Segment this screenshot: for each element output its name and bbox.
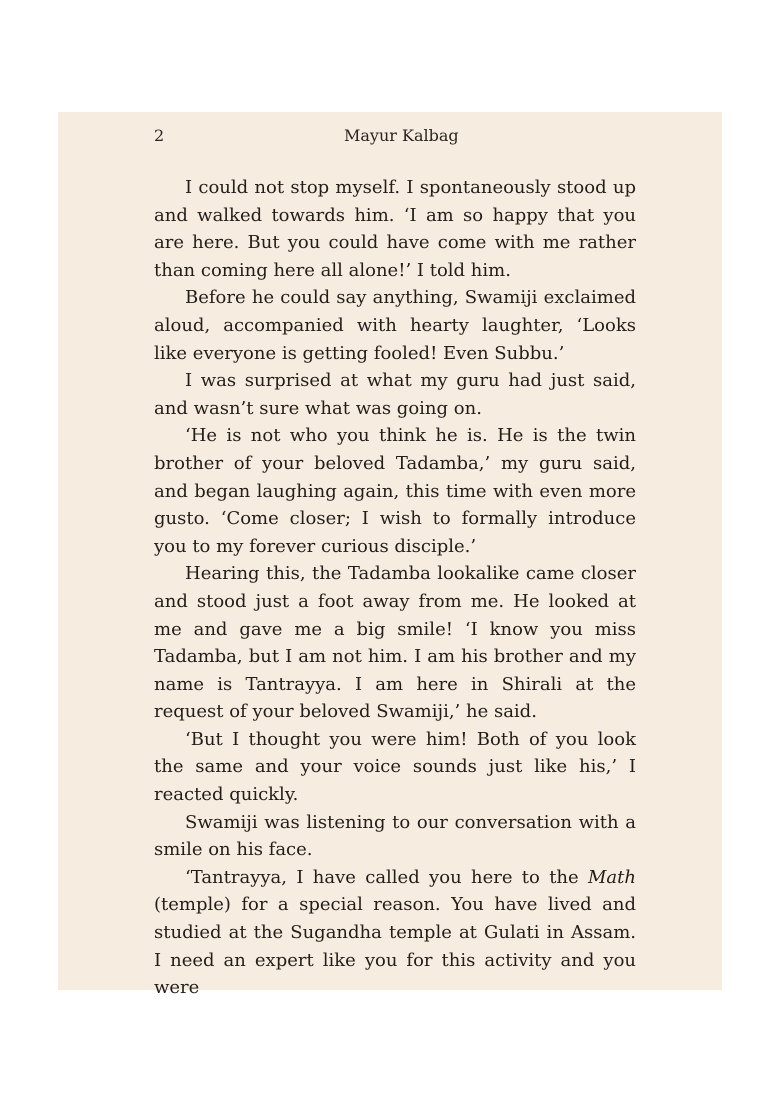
page-number: 2 [154, 126, 165, 145]
paragraph-8 [154, 864, 636, 1002]
running-head-author: Mayur Kalbag [344, 126, 459, 145]
paragraph-7: Swamiji was listening to our conversation with a smile on his face. [154, 811, 636, 861]
paragraph-4: ‘He is not who you think he is. He is the twin brother of your beloved Tadamba,’ my guru said, and began laughing again, this time with even more gusto. ‘Come closer; I wish to formally introduce you to my forever curious disciple.’ [154, 425, 636, 557]
paragraph-1: I could not stop myself. I spontaneously stood up and walked towards him. ‘I am so happy that you are here. But you could have come with me rather than coming here all alone!’ I told him. [154, 177, 636, 281]
math-italic-word: Math [588, 866, 636, 888]
paragraph-8-end: (temple) for a special reason. You have lived and studied at the Sugandha temple at Gulati in Assam. I need an expert like you for this activity and you were [154, 894, 636, 999]
page-header [58, 124, 722, 150]
body-text [154, 174, 636, 1002]
paragraph-8-start: ‘Tantrayya, I have called you here to the [185, 866, 588, 888]
paragraph-5: Hearing this, the Tadamba lookalike came closer and stood just a foot away from me. He looked at me and gave me a big smile! ‘I know you miss Tadamba, but I am not him. I am his brother and my name is Tantrayya. I am here in Shirali at the request of your beloved Swamiji,’ he said. [154, 563, 636, 723]
book-page [58, 112, 722, 999]
paragraph-3: I was surprised at what my guru had just said, and wasn’t sure what was going on. [154, 370, 636, 419]
paragraph-2: Before he could say anything, Swamiji exclaimed aloud, accompanied with hearty laughter, ‘Looks like everyone is getting fooled! Even Subbu.’ [154, 287, 636, 364]
paragraph-6: ‘But I thought you were him! Both of you look the same and your voice sounds just like his,’ I reacted quickly. [154, 728, 636, 806]
